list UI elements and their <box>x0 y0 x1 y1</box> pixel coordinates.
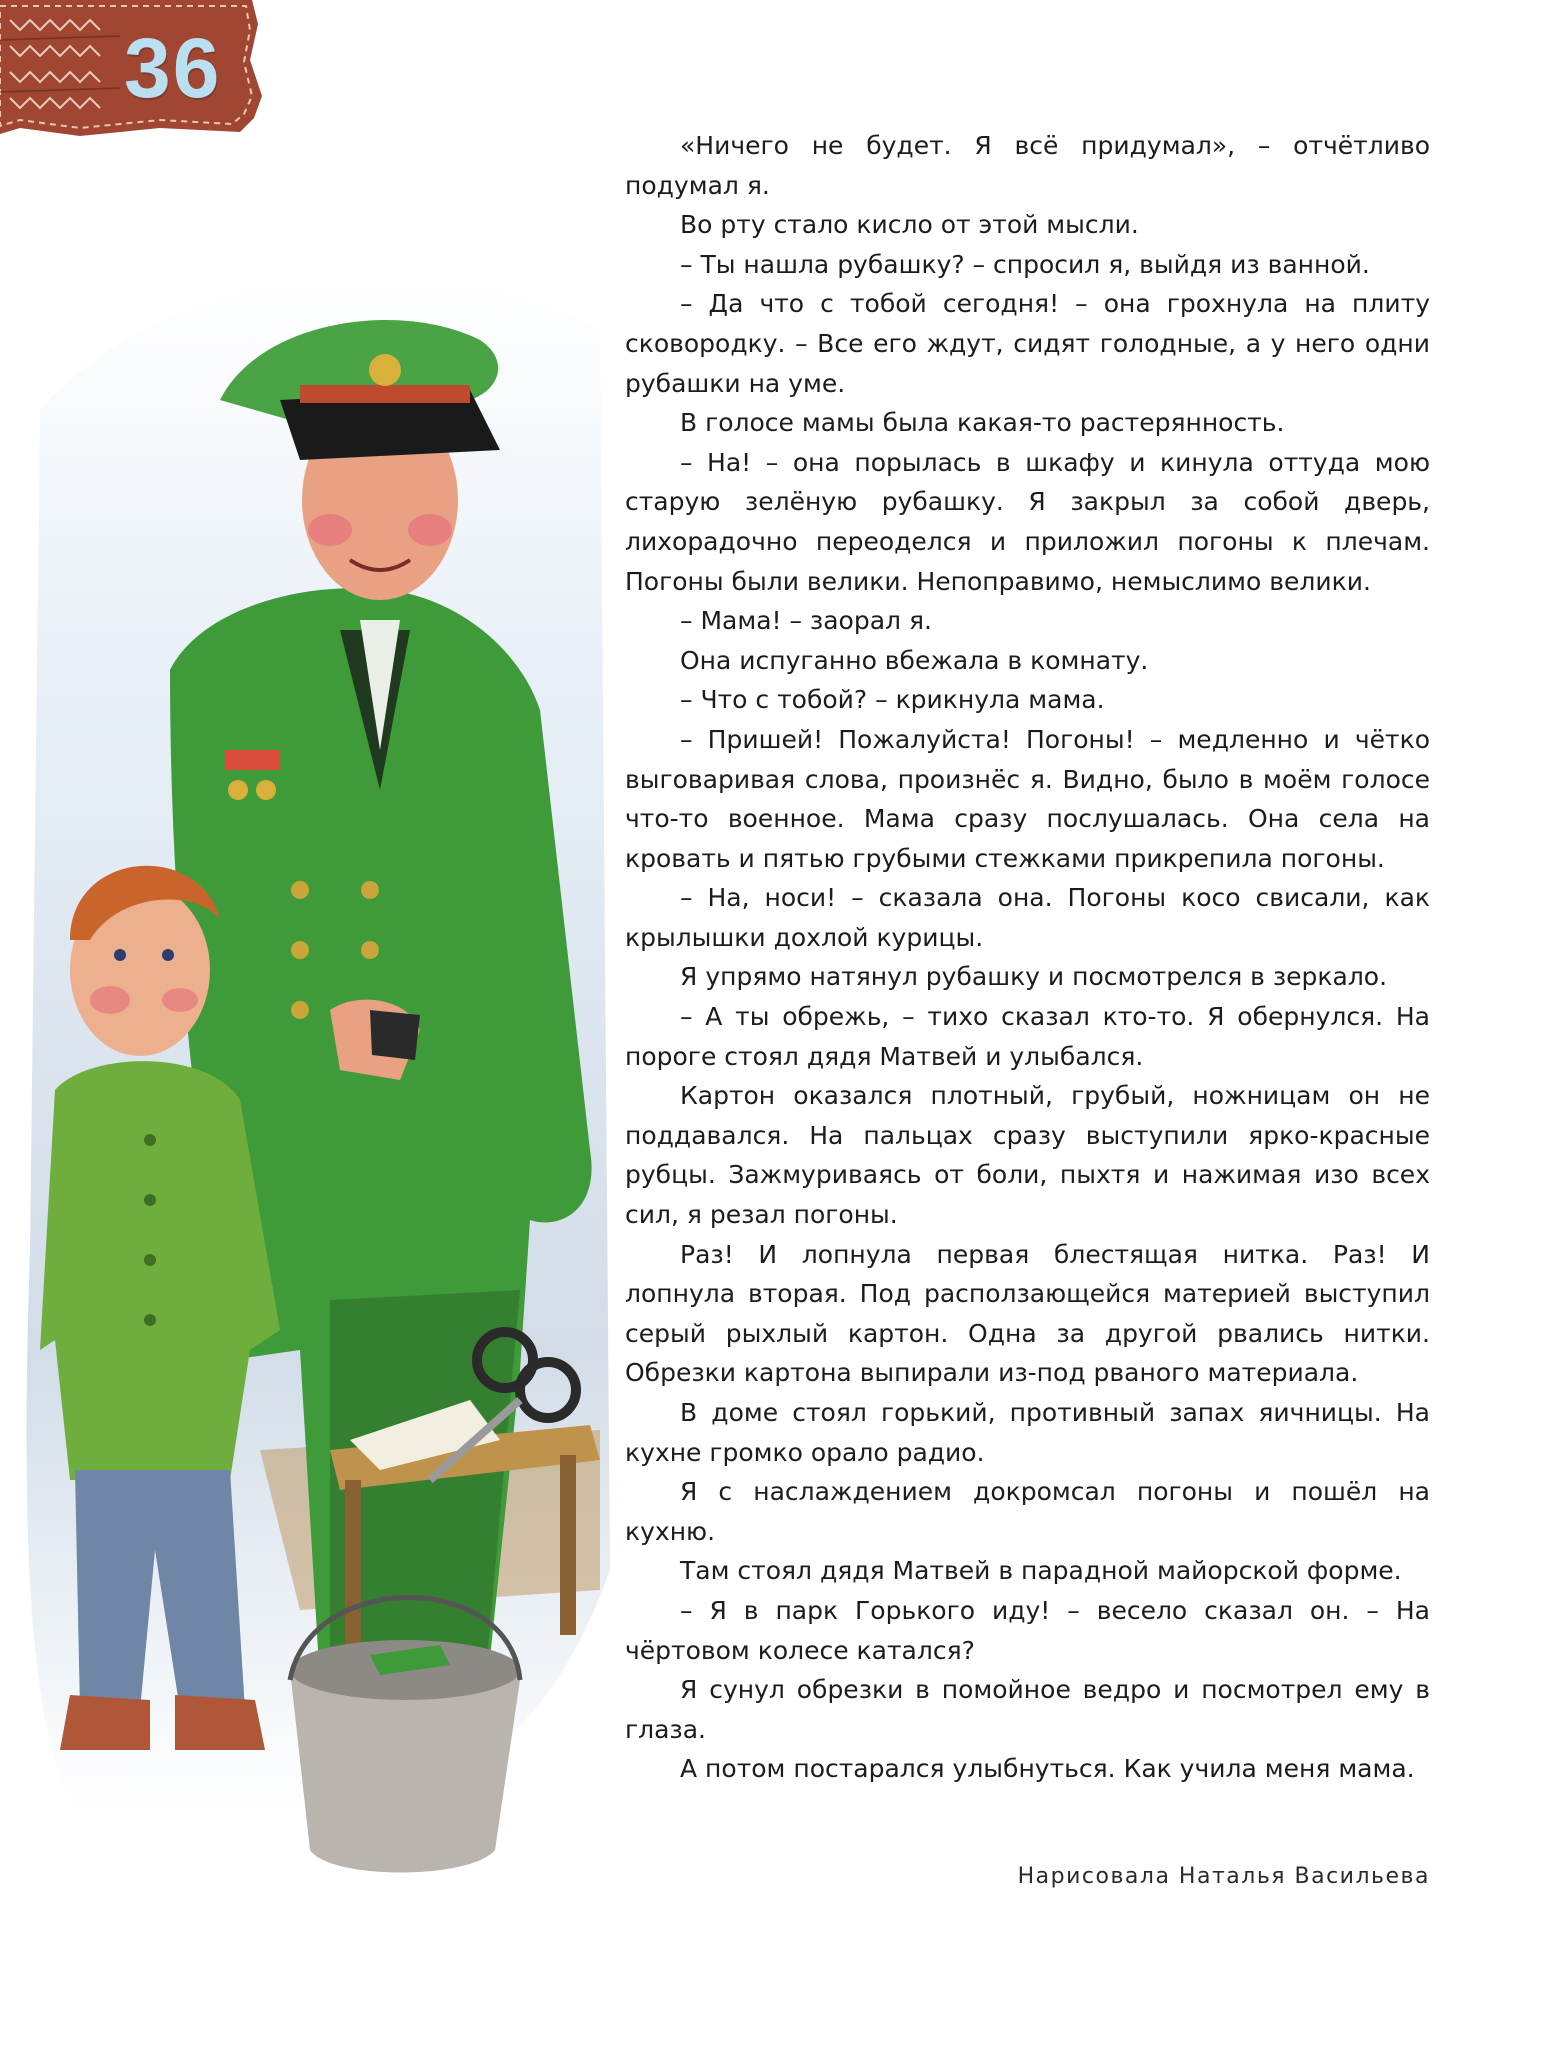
paragraph: Картон оказался плотный, грубый, ножницам он не поддавался. На пальцах сразу выступили ярко-красные рубцы. Зажмуриваясь от боли, пыхтя и нажимая изо всех сил, я резал погоны. <box>625 1081 1430 1230</box>
paragraph: – Ты нашла рубашку? – спросил я, выйдя из ванной. <box>680 249 1370 279</box>
paragraph: Я упрямо натянул рубашку и посмотрелся в зеркало. <box>680 962 1388 992</box>
illustrator-credit: Нарисовала Наталья Васильева <box>1017 1864 1430 1889</box>
paragraph: – А ты обрежь, – тихо сказал кто-то. Я обернулся. На пороге стоял дядя Матвей и улыбался. <box>625 1002 1430 1071</box>
paragraph: Она испуганно вбежала в комнату. <box>680 645 1149 675</box>
paragraph: – На, носи! – сказала она. Погоны косо свисали, как крылышки дохлой курицы. <box>625 883 1430 952</box>
paragraph: А потом постарался улыбнуться. Как учила меня мама. <box>680 1754 1415 1784</box>
paragraph: – Что с тобой? – крикнула мама. <box>680 685 1105 715</box>
paragraph: В доме стоял горький, противный запах яичницы. На кухне громко орало радио. <box>625 1398 1430 1467</box>
paragraph: – Я в парк Горького иду! – весело сказал он. – На чёртовом колесе катался? <box>625 1595 1430 1665</box>
paragraph: – Пришей! Пожалуйста! Погоны! – медленно и чётко выговаривая слова, произнёс я. Видно, было в моём голосе что-то военное. Мама сразу послушалась. Она села на кровать и пятью грубыми стежками прикрепила погоны. <box>625 724 1430 873</box>
page-number-tag <box>0 0 262 140</box>
paragraph: «Ничего не будет. Я всё придумал», – отчётливо подумал я. <box>625 131 1430 200</box>
paragraph: В голосе мамы была какая-то растерянность. <box>680 408 1285 438</box>
paragraph: Там стоял дядя Матвей в парадной майорской форме. <box>680 1556 1402 1586</box>
page-number: 36 <box>124 21 222 115</box>
paragraph: Во рту стало кисло от этой мысли. <box>680 210 1139 240</box>
paragraph: – На! – она порылась в шкафу и кинула оттуда мою старую зелёную рубашку. Я закрыл за собой дверь, лихорадочно переоделся и приложил погоны к плечам. Погоны были велики. Непоправимо, немыслимо велики. <box>625 447 1430 596</box>
story-text <box>625 126 1430 1789</box>
paragraph: Я сунул обрезки в помойное ведро и посмотрел ему в глаза. <box>625 1675 1430 1744</box>
paragraph: – Мама! – заорал я. <box>680 606 932 636</box>
paragraph: Раз! И лопнула первая блестящая нитка. Раз! И лопнула вторая. Под расползающейся материей выступил серый рыхлый картон. Одна за другой рвались нитки. Обрезки картона выпирали из-под рваного материала. <box>625 1239 1430 1388</box>
story-illustration <box>0 150 630 1890</box>
paragraph: Я с наслаждением докромсал погоны и пошёл на кухню. <box>625 1477 1430 1546</box>
paragraph: – Да что с тобой сегодня! – она грохнула на плиту сковородку. – Все его ждут, сидят голодные, а у него одни рубашки на уме. <box>625 289 1430 398</box>
